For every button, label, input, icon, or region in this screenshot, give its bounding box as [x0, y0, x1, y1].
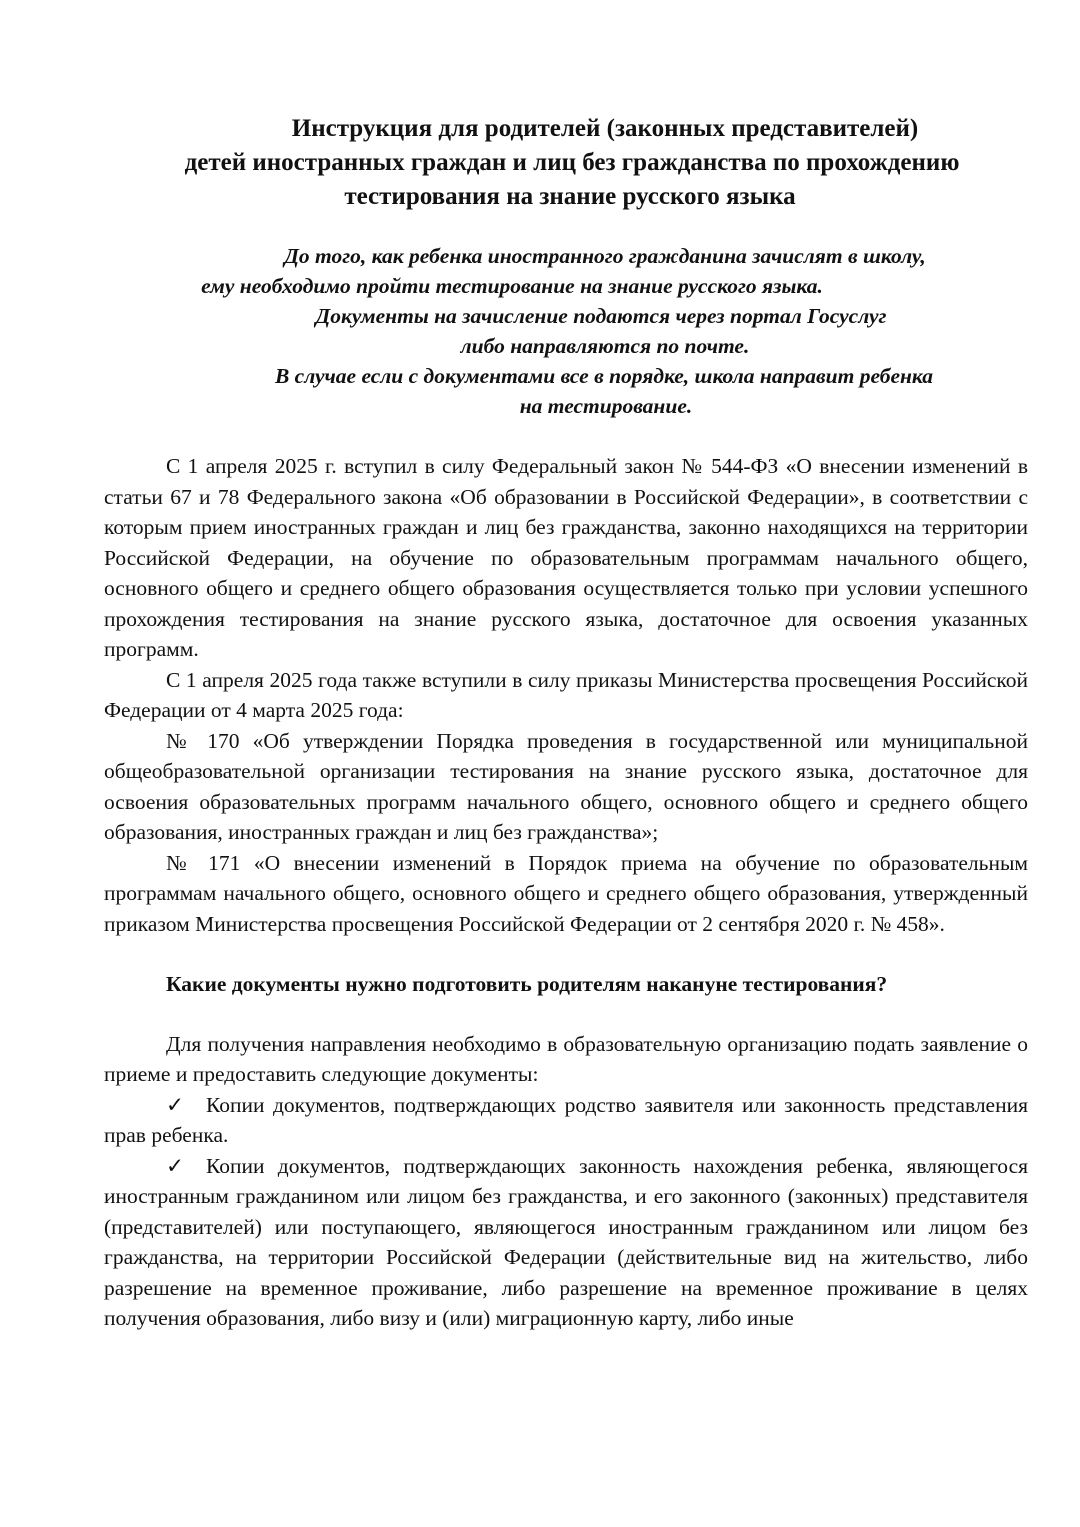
intro-line-4: либо направляются по почте.: [460, 334, 750, 358]
document-page: [104, 112, 1028, 1334]
title-line-2: детей иностранных граждан и лиц без гражданства по прохождению: [184, 149, 960, 176]
list-item: [104, 1090, 1028, 1151]
intro-line-1: До того, как ребенка иностранного гражданина зачислят в школу,: [284, 244, 926, 268]
paragraph-law-544: С 1 апреля 2025 г. вступил в силу Федеральный закон № 544-ФЗ «О внесении изменений в статьи 67 и 78 Федерального закона «Об образовании в Российской Федерации», в соответствии с которым прием иностранных граждан и лиц без гражданства, законно находящихся на территории Российской Федерации, на обучение по образовательным программам начального общего, основного общего и среднего общего образования осуществляется только при условии успешного прохождения тестирования на знание русского языка, достаточное для освоения указанных программ.: [104, 454, 1028, 661]
intro-notice: [104, 241, 1028, 421]
list-item: [104, 1151, 1028, 1334]
section-heading-documents: Какие документы нужно подготовить родителям накануне тестирования?: [166, 972, 888, 996]
title-line-3: тестирования на знание русского языка: [344, 183, 796, 210]
intro-line-2: ему необходимо пройти тестирование на знание русского языка.: [201, 274, 823, 298]
paragraph-order-171: № 171 «О внесении изменений в Порядок приема на обучение по образовательным программам начального общего, основного общего и среднего общего образования, утвержденный приказом Министерства просвещения Российской Федерации от 2 сентября 2020 г. № 458».: [104, 850, 1028, 936]
paragraph-order-170: № 170 «Об утверждении Порядка проведения в государственной или муниципальной общеобразовательной организации тестирования на знание русского языка, достаточное для освоения образовательных программ начального общего, основного общего и среднего общего образования, иностранных граждан и лиц без гражданства»;: [104, 728, 1028, 844]
list-item-text: Копии документов, подтверждающих родство заявителя или законность представления прав ребенка.: [104, 1092, 1028, 1147]
intro-line-6: на тестирование.: [519, 394, 693, 418]
paragraph-ministry-orders: С 1 апреля 2025 года также вступили в силу приказы Министерства просвещения Российской Федерации от 4 марта 2025 года:: [104, 667, 1028, 722]
title-line-1: Инструкция для родителей (законных представителей): [291, 115, 919, 142]
paragraph-documents-lead: Для получения направления необходимо в образовательную организацию подать заявление о приеме и предоставить следующие документы:: [104, 1031, 1028, 1086]
intro-line-5: В случае если с документами все в порядке, школа направит ребенка: [274, 364, 934, 388]
checkmark-icon: ✓: [166, 1092, 185, 1117]
document-body: [104, 451, 1028, 1334]
document-title: [104, 112, 1028, 214]
checkmark-icon: ✓: [166, 1153, 185, 1178]
intro-line-3: Документы на зачисление подаются через портал Госуслуг: [315, 304, 887, 328]
list-item-text: Копии документов, подтверждающих законность нахождения ребенка, являющегося иностранным гражданином или лицом без гражданства, и его законного (законных) представителя (представителей) или поступающего, являющегося иностранным гражданином или лицом без гражданства, на территории Российской Федерации (действительные вид на жительство, либо разрешение на временное проживание, либо разрешение на временное проживание в целях получения образования, либо визу и (или) миграционную карту, либо иные: [104, 1153, 1028, 1330]
